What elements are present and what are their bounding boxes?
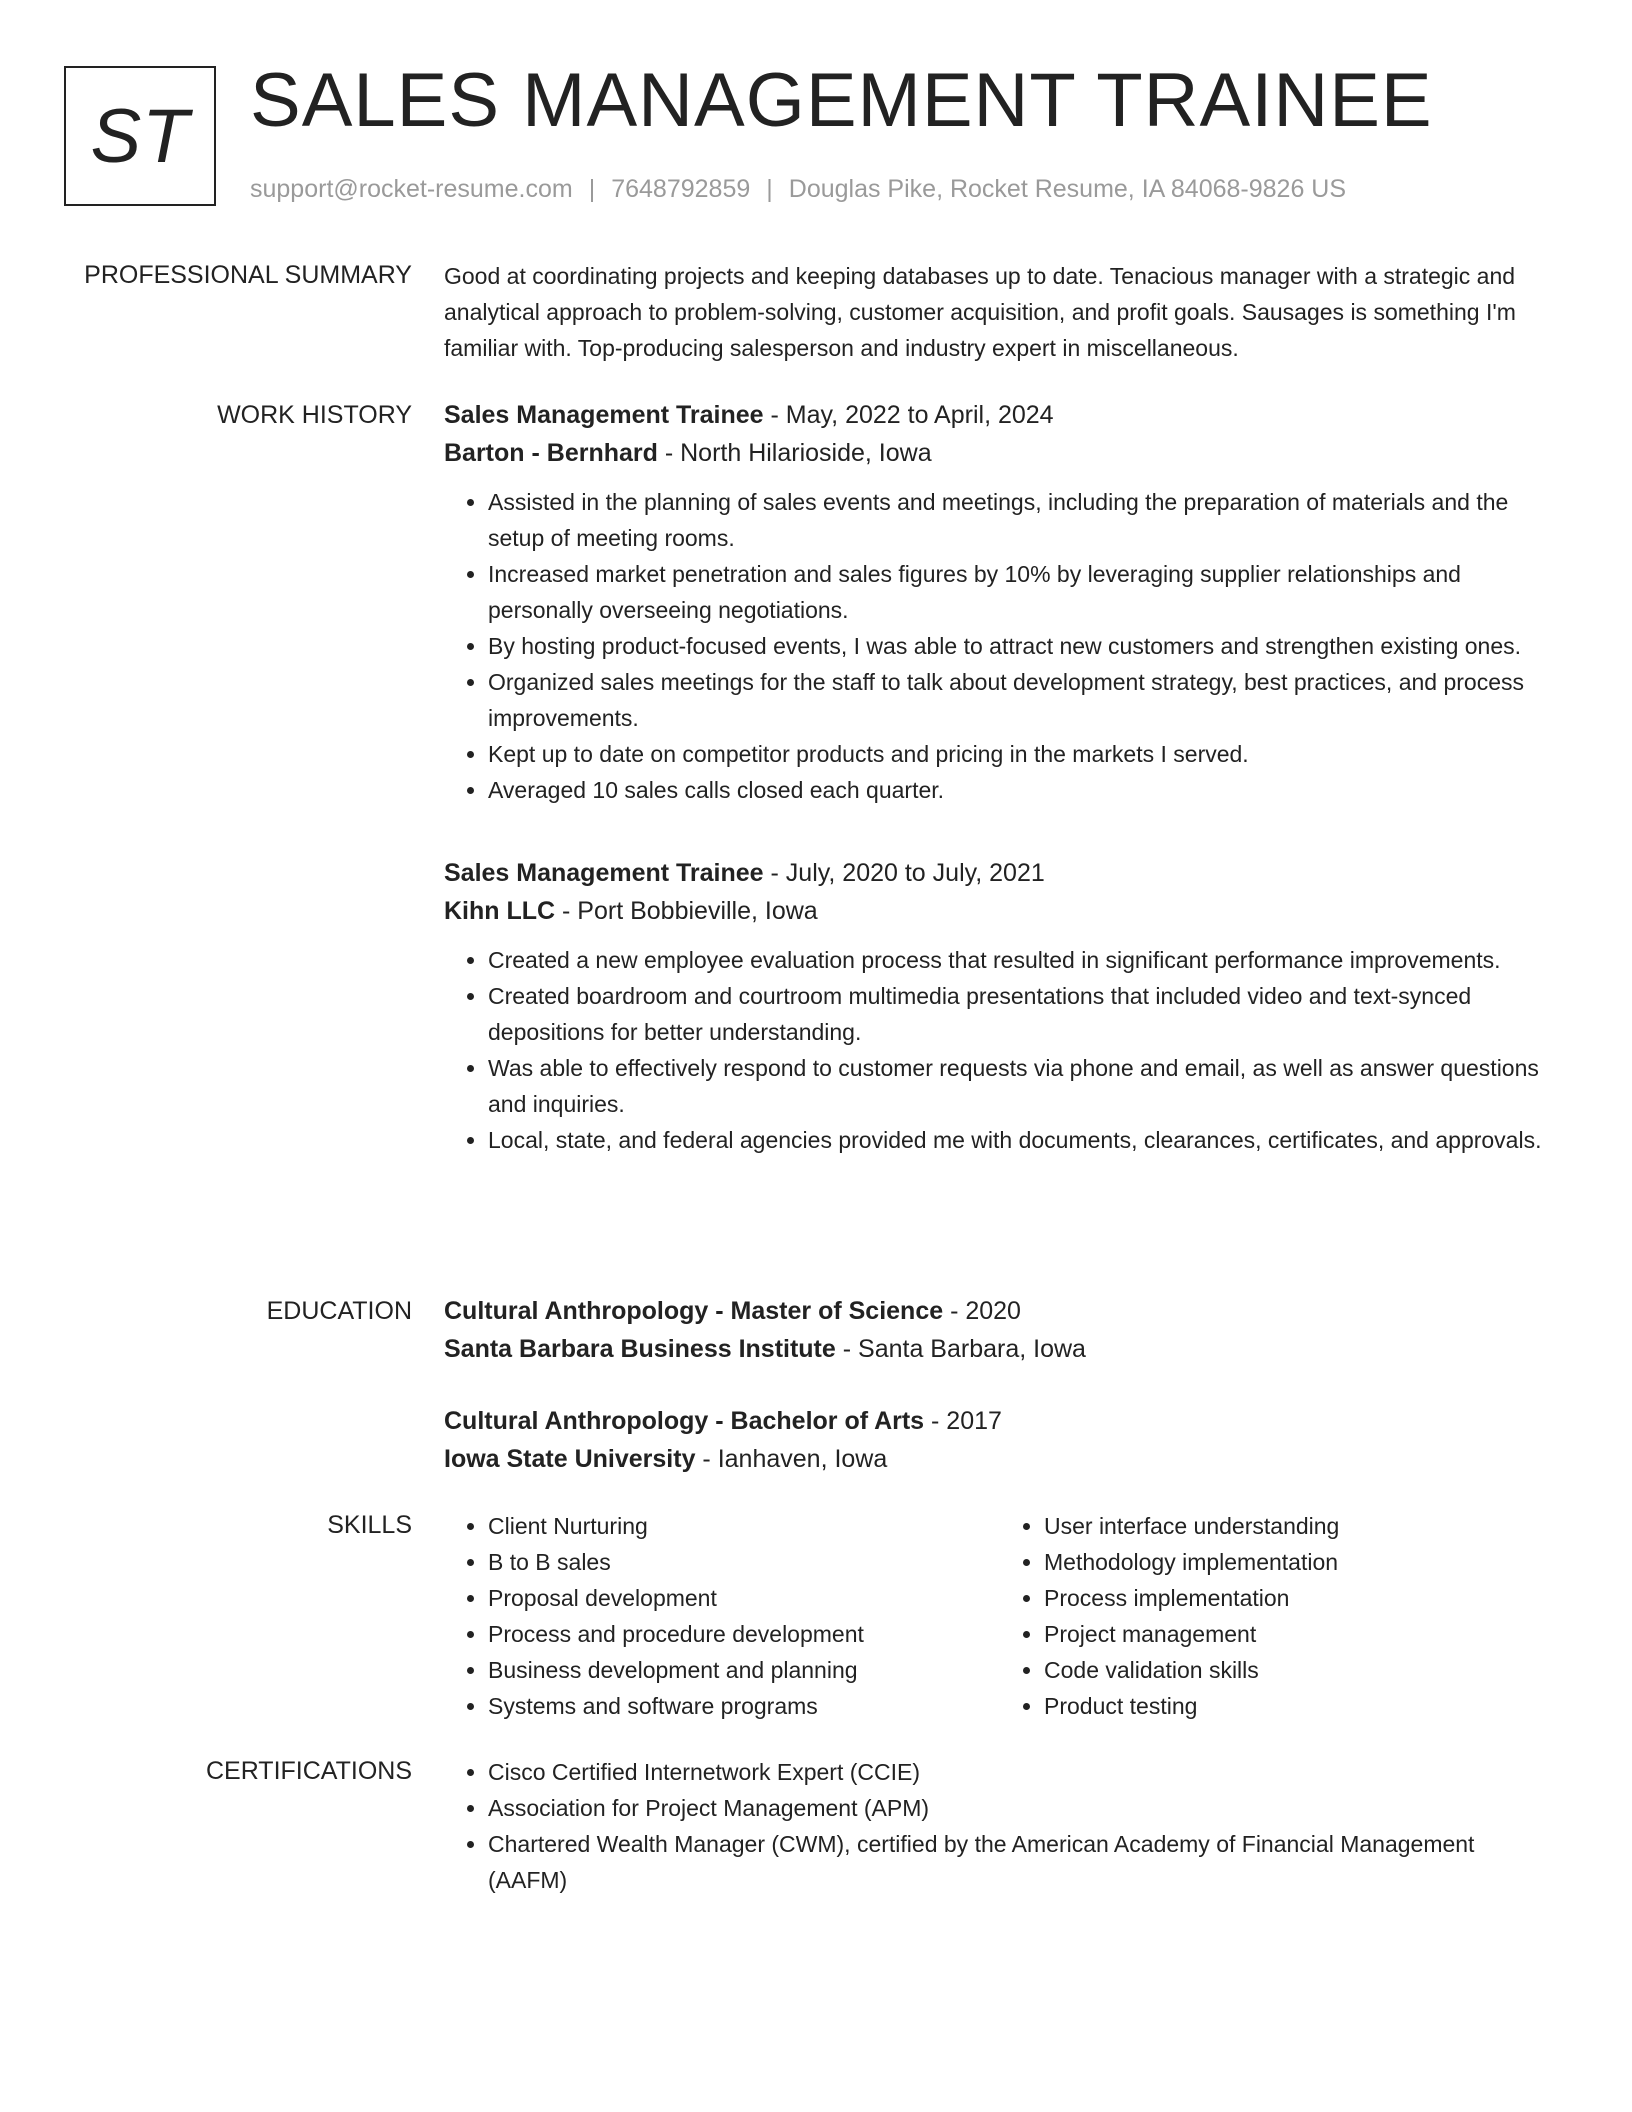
job-company: Kihn LLC (444, 897, 556, 925)
job-bullet: • By hosting product-focused events, I was able to attract new customers and strengthen existing ones. (488, 628, 1556, 664)
monogram-box (64, 66, 216, 206)
school: Iowa State University (444, 1445, 696, 1473)
degree-line (444, 1402, 1556, 1440)
degree-line (444, 1292, 1556, 1330)
certification-item: • Chartered Wealth Manager (CWM), certified by the American Academy of Financial Management (AAFM) (488, 1826, 1556, 1898)
certification-item: • Association for Project Management (APM) (488, 1790, 1556, 1826)
job-bullet: • Assisted in the planning of sales events and meetings, including the preparation of materials and the setup of meeting rooms. (488, 484, 1556, 556)
job-bullet: • Created a new employee evaluation process that resulted in significant performance improvements. (488, 942, 1556, 978)
section-label-education: EDUCATION (266, 1297, 412, 1325)
degree-year: - 2020 (943, 1297, 1021, 1325)
skill-item: • Business development and planning (488, 1652, 1000, 1688)
school-line (444, 1440, 1556, 1478)
job-location: - Port Bobbieville, Iowa (555, 897, 818, 925)
education-entry (444, 1292, 1556, 1368)
job-entry (444, 854, 1556, 1158)
skill-item: • B to B sales (488, 1544, 1000, 1580)
job-title-line (444, 396, 1556, 434)
job-bullet: • Kept up to date on competitor products and pricing in the markets I served. (488, 736, 1556, 772)
school: Santa Barbara Business Institute (444, 1335, 836, 1363)
skills-column (444, 1508, 1000, 1724)
degree: Cultural Anthropology - Bachelor of Arts (444, 1407, 925, 1435)
skill-item: • Methodology implementation (1044, 1544, 1556, 1580)
job-bullet: • Increased market penetration and sales figures by 10% by leveraging supplier relationships and personally overseeing negotiations. (488, 556, 1556, 628)
skill-item: • Systems and software programs (488, 1688, 1000, 1724)
job-bullet: • Was able to effectively respond to customer requests via phone and email, as well as answer questions and inquiries. (488, 1050, 1556, 1122)
section-label-work-history: WORK HISTORY (217, 401, 412, 429)
certification-list (444, 1754, 1556, 1898)
job-title-line (444, 854, 1556, 892)
contact-phone[interactable]: 7648792859 (611, 175, 751, 203)
skill-item: • Project management (1044, 1616, 1556, 1652)
job-bullet: • Created boardroom and courtroom multimedia presentations that included video and text-synced depositions for better understanding. (488, 978, 1556, 1050)
skill-item: • Product testing (1044, 1688, 1556, 1724)
job-bullet: • Local, state, and federal agencies provided me with documents, clearances, certificates, and approvals. (488, 1122, 1556, 1158)
skills-column (1000, 1508, 1556, 1724)
contact-line (250, 172, 1346, 206)
skill-item: • User interface understanding (1044, 1508, 1556, 1544)
monogram-initials: ST (90, 93, 190, 179)
job-company-line (444, 892, 1556, 930)
job-dates: - May, 2022 to April, 2024 (763, 401, 1054, 429)
job-company-line (444, 434, 1556, 472)
job-bullet: • Organized sales meetings for the staff to talk about development strategy, best practices, and process improvements. (488, 664, 1556, 736)
school-location: - Santa Barbara, Iowa (835, 1335, 1086, 1363)
education-entry (444, 1402, 1556, 1478)
contact-address: Douglas Pike, Rocket Resume, IA 84068-9826 US (788, 175, 1347, 203)
job-location: - North Hilarioside, Iowa (657, 439, 932, 467)
skill-item: • Process and procedure development (488, 1616, 1000, 1652)
job-bullet: • Averaged 10 sales calls closed each quarter. (488, 772, 1556, 808)
job-bullets (444, 942, 1556, 1158)
contact-separator: | (588, 175, 596, 203)
job-title: Sales Management Trainee (444, 859, 764, 887)
skill-item: • Proposal development (488, 1580, 1000, 1616)
section-label-certifications: CERTIFICATIONS (205, 1757, 412, 1785)
job-dates: - July, 2020 to July, 2021 (763, 859, 1045, 887)
school-line (444, 1330, 1556, 1368)
section-label-summary: PROFESSIONAL SUMMARY (84, 261, 412, 289)
degree-year: - 2017 (924, 1407, 1002, 1435)
skills-grid (444, 1508, 1556, 1724)
certification-item: • Cisco Certified Internetwork Expert (CCIE) (488, 1754, 1556, 1790)
job-company: Barton - Bernhard (444, 439, 658, 467)
school-location: - Ianhaven, Iowa (695, 1445, 888, 1473)
job-title: Sales Management Trainee (444, 401, 764, 429)
summary-text: Good at coordinating projects and keeping databases up to date. Tenacious manager with a strategic and analytical approach to problem-solving, customer acquisition, and profit goals. Sausages is something I'm familiar with. Top-producing salesperson and industry expert in miscellaneous. (444, 263, 1516, 361)
degree: Cultural Anthropology - Master of Science (444, 1297, 944, 1325)
contact-separator: | (766, 175, 773, 203)
skill-item: • Code validation skills (1044, 1652, 1556, 1688)
section-label-skills: SKILLS (327, 1511, 412, 1539)
job-entry (444, 396, 1556, 808)
job-bullets (444, 484, 1556, 808)
skill-item: • Client Nurturing (488, 1508, 1000, 1544)
resume-title: SALES MANAGEMENT TRAINEE (250, 58, 1433, 143)
contact-email[interactable]: support@rocket-resume.com (250, 175, 573, 203)
skill-item: • Process implementation (1044, 1580, 1556, 1616)
